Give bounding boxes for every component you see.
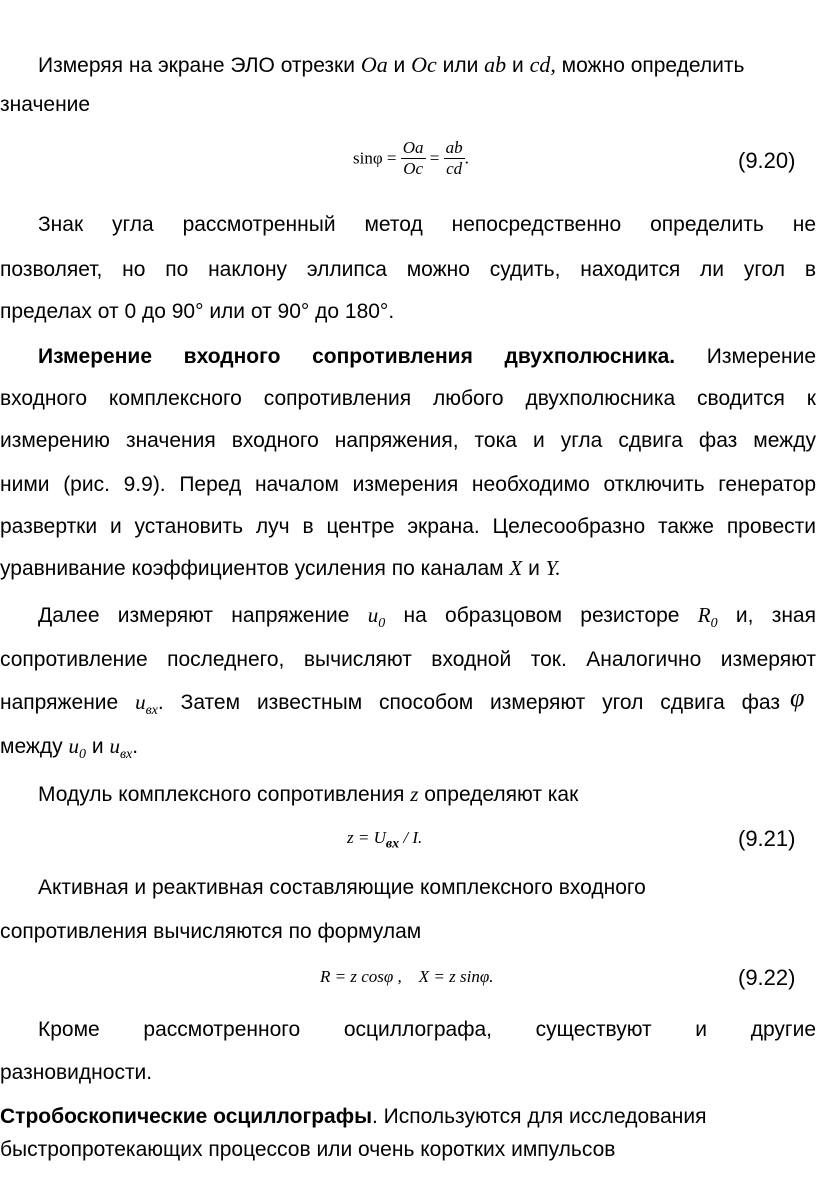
fraction-ab-cd bbox=[444, 138, 465, 179]
var-y: Y. bbox=[545, 556, 561, 580]
eq-lhs: sinφ = bbox=[353, 148, 397, 168]
eq-dot: . bbox=[464, 148, 469, 168]
subscript: 0 bbox=[710, 616, 718, 632]
subscript: вх bbox=[145, 703, 158, 719]
text: и bbox=[387, 54, 412, 77]
p6-line1: Активная и реактивная составляющие комплексного входного bbox=[38, 876, 646, 899]
phi-symbol: φ bbox=[790, 683, 805, 712]
text: и, зная bbox=[717, 604, 816, 627]
text: можно определить bbox=[555, 54, 745, 77]
p3-line3: измерению значения входного напряжения, тока и угла сдвига фаз между bbox=[0, 429, 816, 452]
var-oa: Oa bbox=[360, 52, 388, 77]
text: Модуль комплексного сопротивления bbox=[38, 783, 411, 806]
subscript: 0 bbox=[378, 616, 386, 632]
var-letter: R bbox=[697, 603, 711, 627]
var-z: z bbox=[410, 782, 419, 806]
p4-line2: сопротивление последнего, вычисляют входной ток. Аналогично измеряют bbox=[0, 648, 816, 671]
var-uvx bbox=[109, 734, 133, 763]
text: между bbox=[0, 735, 69, 758]
text: уравнивание коэффициентов усиления по каналам bbox=[0, 557, 510, 580]
var-x: X bbox=[509, 556, 523, 580]
text: Измеряя на экране ЭЛО отрезки bbox=[38, 54, 361, 77]
p8-line1 bbox=[0, 1102, 706, 1132]
p2-line2: позволяет, но по наклону эллипса можно судить, находится ли угол в bbox=[0, 258, 816, 281]
var-letter: u bbox=[109, 734, 120, 758]
p5-line1 bbox=[38, 779, 578, 810]
p4-line3 bbox=[0, 687, 780, 726]
var-uvx bbox=[135, 690, 158, 719]
section-heading: Стробоскопические осциллографы bbox=[0, 1105, 373, 1128]
fraction-oa-oc bbox=[401, 138, 426, 179]
subscript: вх bbox=[385, 836, 400, 852]
frac-num: Oa bbox=[402, 138, 424, 157]
eq-sign: = bbox=[429, 148, 440, 168]
equation-9-20 bbox=[353, 138, 469, 179]
equation-number: (9.21) bbox=[738, 826, 796, 851]
p4-line1 bbox=[38, 600, 816, 639]
var-letter: u bbox=[367, 603, 379, 627]
text: . bbox=[132, 735, 139, 758]
eq-part: z = U bbox=[347, 828, 386, 847]
p4-line4 bbox=[0, 731, 138, 770]
p3-line2: входного комплексного сопротивления любого двухполюсника сводится к bbox=[0, 387, 816, 410]
p6-line2: сопротивления вычисляются по формулам bbox=[0, 920, 422, 943]
subscript: вх bbox=[119, 747, 133, 763]
section-heading: Измерение входного сопротивления двухполюсника. bbox=[38, 345, 676, 368]
var-letter: u bbox=[68, 734, 80, 758]
text: и bbox=[522, 557, 546, 580]
p3-line5: развертки и установить луч в центре экрана. Целесообразно также провести bbox=[0, 515, 816, 538]
p7-line2: разновидности. bbox=[0, 1061, 153, 1084]
p3-line1 bbox=[38, 342, 816, 372]
var-u0 bbox=[367, 603, 386, 632]
p7-line1: Кроме рассмотренного осциллографа, существуют и другие bbox=[38, 1018, 816, 1041]
eq-part: / I. bbox=[399, 828, 423, 847]
p1-line2: значение bbox=[0, 93, 91, 116]
equation-number: (9.20) bbox=[738, 148, 796, 173]
var-u0 bbox=[68, 734, 87, 763]
var-ab: ab bbox=[484, 52, 507, 77]
subscript: 0 bbox=[79, 747, 87, 763]
frac-den: cd bbox=[446, 159, 463, 178]
text: и bbox=[506, 54, 530, 77]
equation-number: (9.22) bbox=[738, 965, 796, 990]
var-r0 bbox=[697, 603, 718, 632]
frac-den: Oc bbox=[403, 159, 424, 178]
equation-9-22: R = z cosφ , X = z sinφ. bbox=[320, 967, 494, 986]
p2-line1: Знак угла рассмотренный метод непосредственно определить не bbox=[38, 213, 816, 236]
text: Измерение bbox=[675, 345, 816, 368]
p2-line3: пределах от 0 до 90° или от 90° до 180°. bbox=[0, 300, 395, 323]
p1-line1 bbox=[38, 50, 816, 81]
text: напряжение bbox=[0, 691, 136, 714]
text: и bbox=[86, 735, 110, 758]
text: . Используются для исследования bbox=[372, 1105, 707, 1128]
var-oc: Oc bbox=[411, 52, 437, 77]
equation-9-21 bbox=[347, 828, 422, 852]
text: определяют как bbox=[418, 783, 579, 806]
p3-line6 bbox=[0, 553, 561, 584]
var-cd: cd, bbox=[529, 52, 556, 77]
p8-line2: быстропротекающих процессов или очень коротких импульсов bbox=[0, 1138, 616, 1161]
frac-num: ab bbox=[445, 138, 463, 157]
text: . Затем известным способом измеряют угол сдвига фаз bbox=[157, 691, 780, 714]
p3-line4: ними (рис. 9.9). Перед началом измерения необходимо отключить генератор bbox=[0, 473, 816, 496]
var-letter: u bbox=[135, 690, 146, 714]
text: или bbox=[436, 54, 485, 77]
text: Далее измеряют напряжение bbox=[38, 604, 368, 627]
text: на образцовом резисторе bbox=[385, 604, 698, 627]
